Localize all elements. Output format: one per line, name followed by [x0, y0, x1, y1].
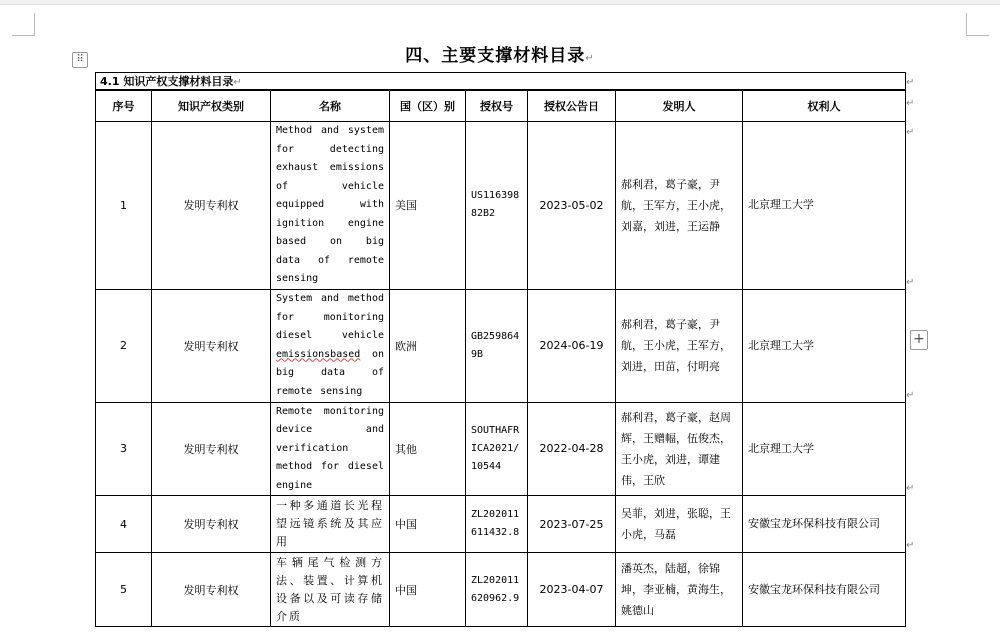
grant-date: 2023-05-02 [528, 122, 616, 290]
grant-date: 2024-06-19 [528, 289, 616, 402]
header-cell: 权利人 [743, 90, 906, 122]
patent-name: Method and system for detecting exhaust emissions of vehicle equipped with ignition engine based on big data of remote sensing [271, 122, 390, 290]
owner: 北京理工大学 [743, 402, 906, 496]
grant-number: GB2598649B [466, 289, 528, 402]
paragraph-mark-icon: ↵ [906, 77, 915, 88]
paragraph-mark-icon: ↵ [906, 98, 915, 109]
row-number: 2 [96, 289, 152, 402]
ip-category: 发明专利权 [152, 289, 271, 402]
region: 其他 [390, 402, 466, 496]
inventors: 郝利君，葛子豪，尹航，王军方，王小虎，刘嘉，刘进，王运静 [616, 122, 743, 290]
inventors: 郝利君，葛子豪，尹航，王小虎，王军方，刘进，田苗，付明亮 [616, 289, 743, 402]
patent-name: System and method for monitoring diesel vehicle emissionsbased on big data of remote sensing [271, 289, 390, 402]
paragraph-mark-icon: ↵ [906, 277, 915, 288]
patent-name: 一种多通道长光程望远镜系统及其应用 [271, 496, 390, 553]
grant-number: ZL202011611432.8 [466, 496, 528, 553]
inventors: 吴菲，刘进，张聪，王小虎，马磊 [616, 496, 743, 553]
table-row [96, 289, 906, 402]
header-cell: 名称 [271, 90, 390, 122]
row-number: 3 [96, 402, 152, 496]
ip-category: 发明专利权 [152, 553, 271, 627]
top-ruler-bar [0, 0, 1000, 5]
table-row [96, 402, 906, 496]
owner: 北京理工大学 [743, 122, 906, 290]
paragraph-mark-icon: ↵ [906, 127, 915, 138]
patent-name: 车辆尾气检测方法、装置、计算机设备以及可读存储介质 [271, 553, 390, 627]
row-number: 1 [96, 122, 152, 290]
table-header-row [96, 90, 906, 122]
owner: 安徽宝龙环保科技有限公司 [743, 553, 906, 627]
region: 欧洲 [390, 289, 466, 402]
inventors: 郝利君，葛子豪，赵周辉，王赠幅，伍俊杰，王小虎，刘进，谭建伟，王欣 [616, 402, 743, 496]
page-corner-mark-right [966, 13, 989, 36]
row-number: 5 [96, 553, 152, 627]
page-corner-mark-left [12, 13, 35, 36]
header-cell: 发明人 [616, 90, 743, 122]
paragraph-mark-icon: ↵ [906, 483, 915, 494]
header-cell: 授权公告日 [528, 90, 616, 122]
ip-category: 发明专利权 [152, 122, 271, 290]
table-row [96, 553, 906, 627]
region: 中国 [390, 553, 466, 627]
grant-date: 2022-04-28 [528, 402, 616, 496]
ip-category: 发明专利权 [152, 496, 271, 553]
patent-name: Remote monitoring device and verification method for diesel engine [271, 402, 390, 496]
table-row [96, 496, 906, 553]
table-move-handle-icon[interactable]: ⠿ [72, 52, 88, 68]
paragraph-mark-icon: ↵ [906, 540, 915, 551]
owner: 安徽宝龙环保科技有限公司 [743, 496, 906, 553]
add-row-button-icon[interactable]: + [910, 330, 928, 350]
section-title: 4.1 知识产权支撑材料目录↵ [96, 73, 906, 91]
grant-date: 2023-07-25 [528, 496, 616, 553]
grant-number: SOUTHAFRICA2021/10544 [466, 402, 528, 496]
page-title: 四、主要支撑材料目录↵ [405, 46, 595, 66]
header-cell: 序号 [96, 90, 152, 122]
header-cell: 授权号 [466, 90, 528, 122]
table-row [96, 122, 906, 290]
owner: 北京理工大学 [743, 289, 906, 402]
region: 中国 [390, 496, 466, 553]
grant-date: 2023-04-07 [528, 553, 616, 627]
header-cell: 国（区）别 [390, 90, 466, 122]
paragraph-mark-icon: ↵ [906, 390, 915, 401]
grant-number: ZL202011620962.9 [466, 553, 528, 627]
ip-category: 发明专利权 [152, 402, 271, 496]
region: 美国 [390, 122, 466, 290]
header-cell: 知识产权类别 [152, 90, 271, 122]
grant-number: US11639882B2 [466, 122, 528, 290]
row-number: 4 [96, 496, 152, 553]
ip-materials-table [95, 72, 906, 627]
inventors: 潘英杰，陆超，徐锦坤，李亚楠，黄海生，姚德山 [616, 553, 743, 627]
spellcheck-flagged-word[interactable]: emissionsbased [276, 348, 361, 360]
